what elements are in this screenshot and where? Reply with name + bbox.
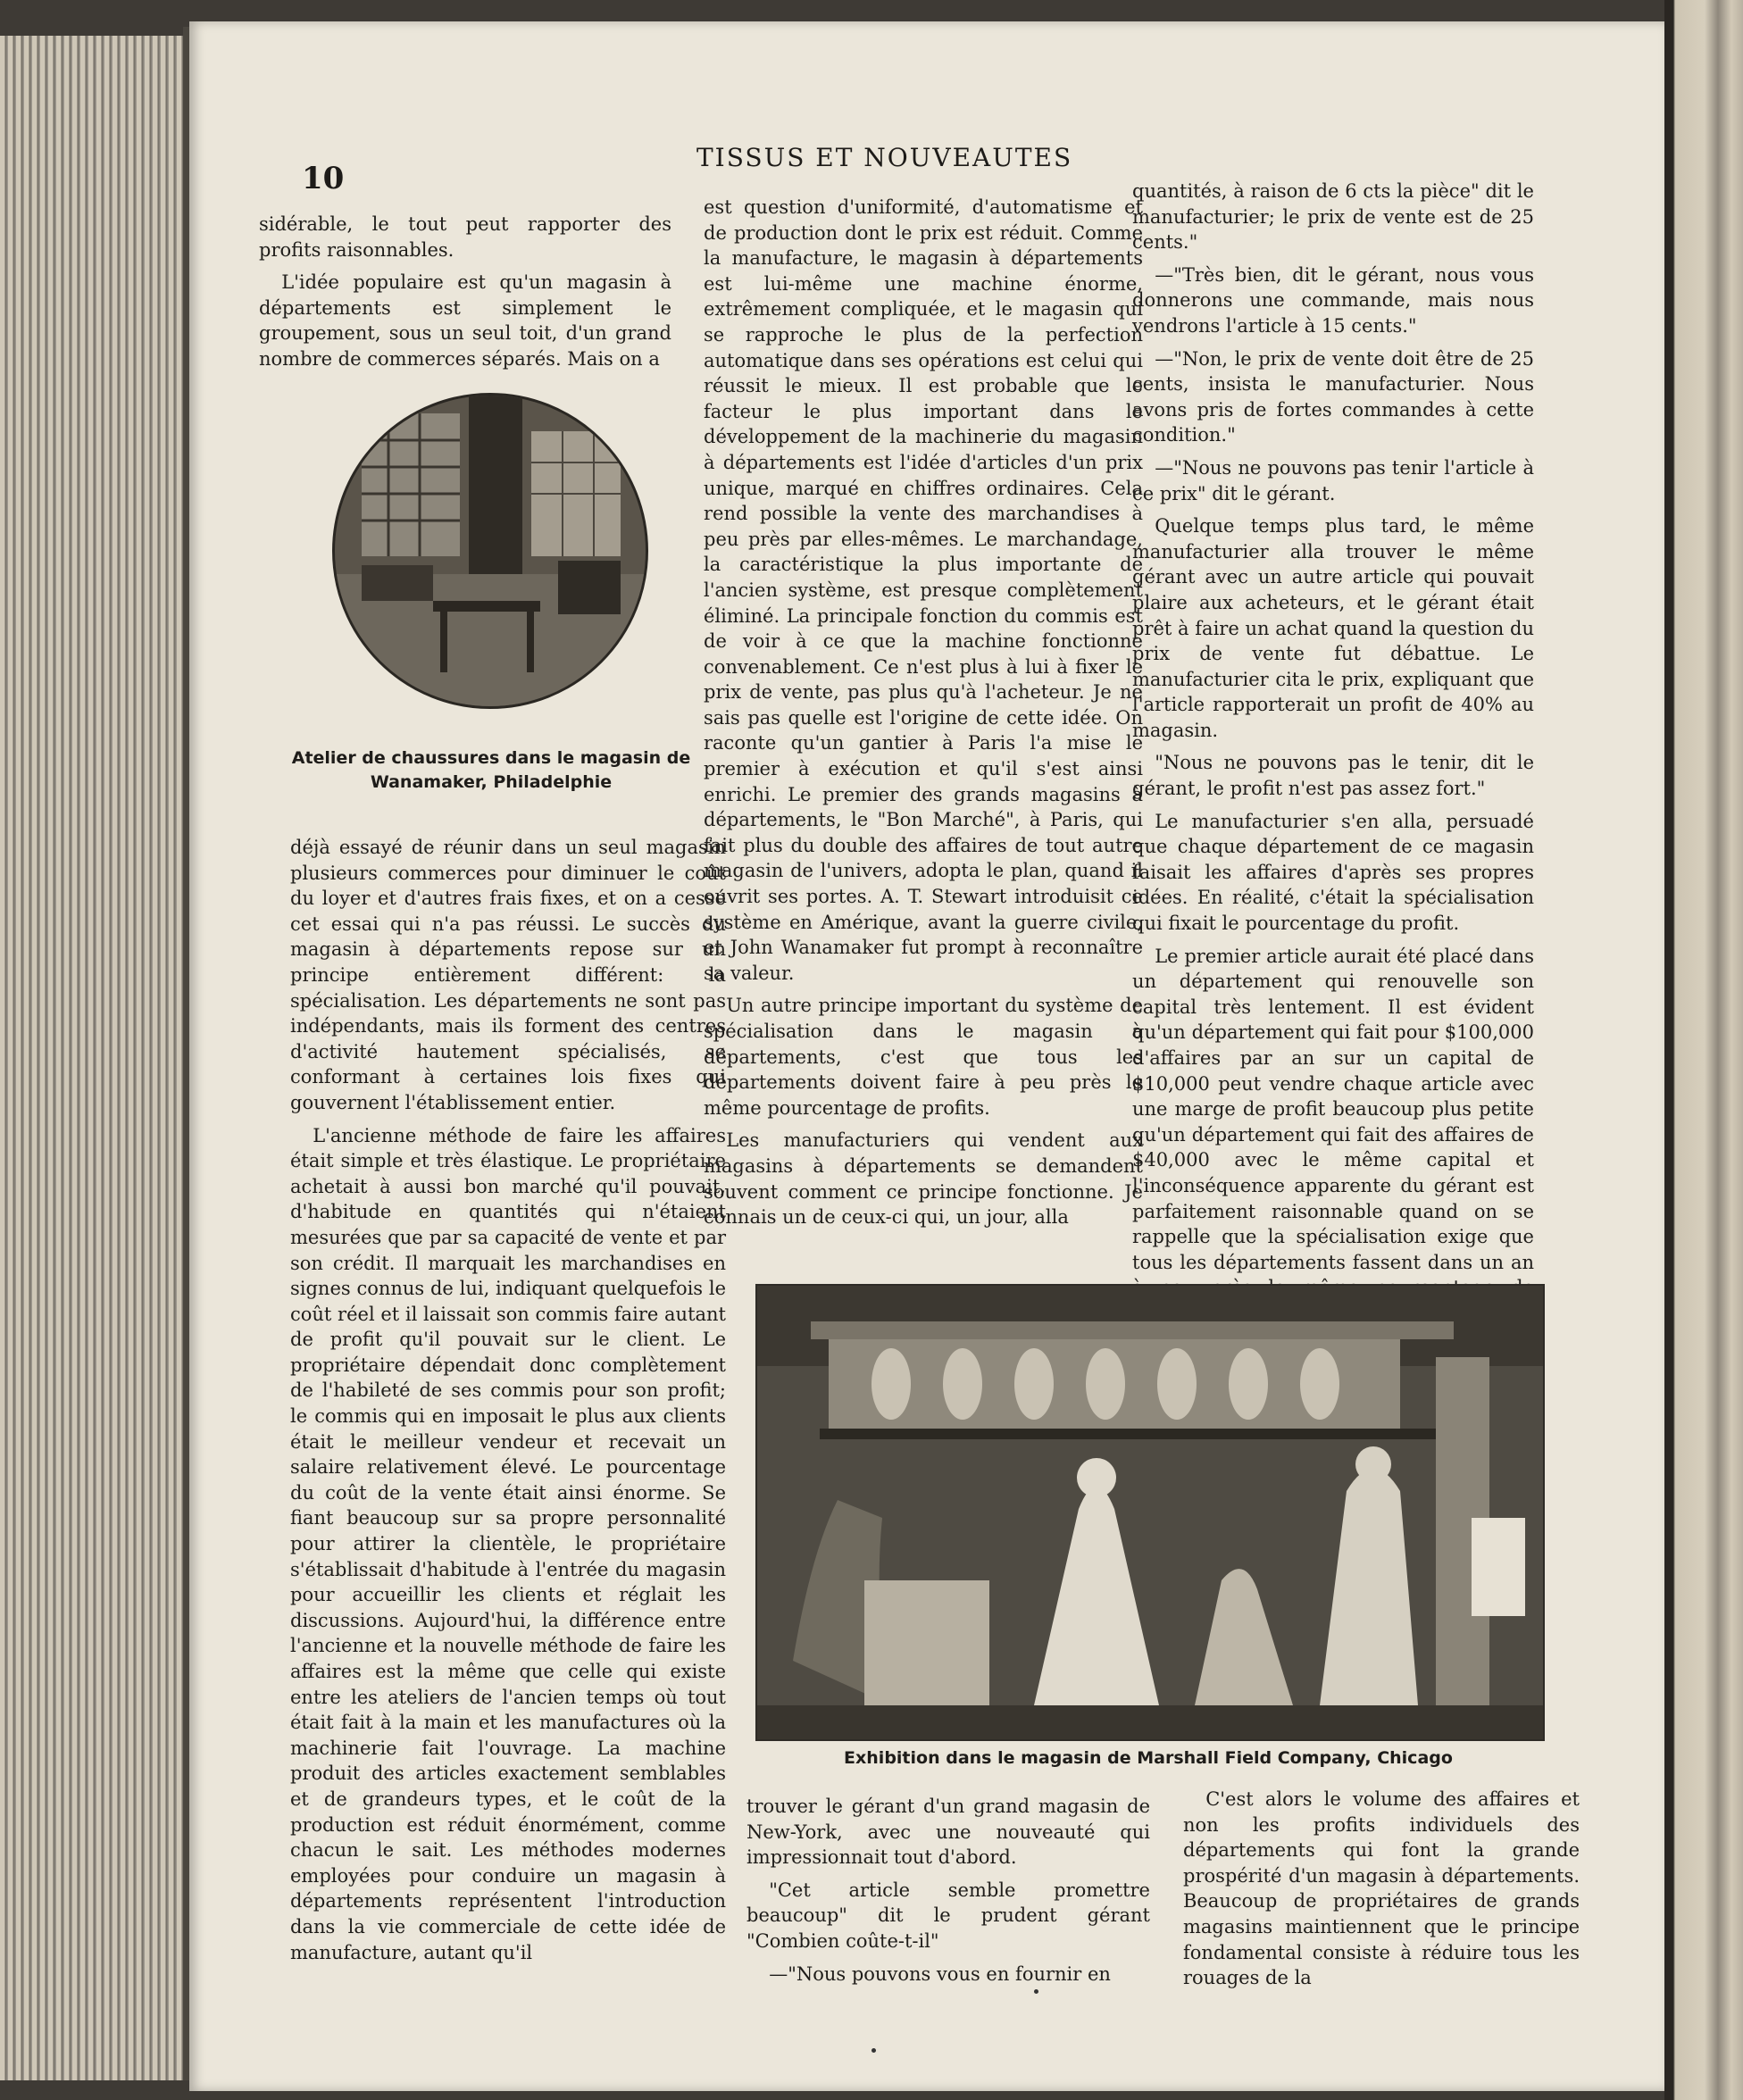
workshop-illustration <box>335 396 646 706</box>
round-photo-caption: Atelier de chaussures dans le magasin de Wanamaker, Philadelphie <box>291 748 691 792</box>
stacked-page-edges <box>0 36 192 2080</box>
book-binding-edge <box>1664 0 1743 2100</box>
column-1-bottom <box>290 835 726 1965</box>
column-2-bottom <box>746 1794 1150 1987</box>
ink-speck <box>872 2048 876 2053</box>
paragraph: "Cet article semble promettre beaucoup" dit le prudent gérant "Combien coûte-t-il" <box>746 1879 1150 1952</box>
paragraph: —"Très bien, dit le gérant, nous vous donnerons une commande, mais nous vendrons l'article à 15 cents." <box>1132 263 1534 337</box>
paragraph: —"Nous pouvons vous en fournir en <box>769 1962 1111 1985</box>
column-3-bottom <box>1183 1787 1580 1991</box>
page-number: 10 <box>302 161 345 196</box>
paragraph: Les manufacturiers qui vendent aux magasins à départements se demandent souvent comment ce principe fonctionne. Je connais un de ceux-ci qui, un jour, alla <box>704 1129 1143 1229</box>
running-title: TISSUS ET NOUVEAUTES <box>696 143 1073 172</box>
paragraph: quantités, à raison de 6 cts la pièce" dit le manufacturier; le prix de vente est de 25 cents." <box>1132 180 1534 254</box>
paragraph: trouver le gérant d'un grand magasin de New-York, avec une nouveauté qui impressionnait tout d'abord. <box>746 1796 1150 1869</box>
paragraph: Quelque temps plus tard, le même manufacturier alla trouver le même gérant avec un autre article qui pouvait plaire aux acheteurs, et le gérant était prêt à faire un achat quand la question du prix de vente fut débattue. Le manufacturier cita le prix, expliquant que l'article rapporterait un profit de 40% au magasin. <box>1132 515 1534 741</box>
paragraph: L'idée populaire est qu'un magasin à départements est simplement le groupement, sous un seul toit, d'un grand nombre de commerces séparés. Mais on a <box>259 271 671 370</box>
ink-speck <box>1034 1989 1038 1994</box>
exhibition-illustration <box>757 1286 1543 1739</box>
paragraph: L'ancienne méthode de faire les affaires était simple et très élastique. Le propriétaire achetait à aussi bon marché qu'il pouvait, d'habitude en quantités qui n'étaient mesurées que par sa capacité de vente et par son crédit. Il marquait les marchandises en signes connus de lui, indiquant quelquefois le coût réel et il laissait son commis faire autant de profit qu'il pouvait sur le client. Le propriétaire dépendait donc complètement de l'habileté de ses commis pour son profit; le commis qui en imposait le plus aux clients était le meilleur vendeur et recevait un salaire relativement élevé. Le pourcentage du coût de la vente était ainsi énorme. Se fiant beaucoup sur sa propre personnalité pour attirer la clientèle, le propriétaire s'établissait d'habitude à l'entrée du magasin pour accueillir les clients et réglait les discussions. Aujourd'hui, la différence entre l'ancienne et la nouvelle méthode de faire les affaires est la même que celle qui existe entre les ateliers de l'ancien temps où tout était fait à la main et les manufactures où la machinerie fait l'ouvrage. La machine produit des articles exactement semblables et de grandeurs types, et le coût de la production est réduit énormément, comme chacun le sait. Les méthodes modernes employées pour conduire un magasin à départements représentent l'introduction dans la vie commerciale de cette idée de manufacture, autant qu'il <box>290 1124 726 1963</box>
paragraph: Le premier article aurait été placé dans un département qui renouvelle son capital très lentement. Il est évident qu'un département qui fait pour $100,000 d'affaires par an sur un capital de $10,000 peut vendre chaque article avec une marge de profit beaucoup plus petite qu'un département qui fait des affaires de $40,000 avec le même capital et l'inconséquence apparente du gérant est parfaitement raisonnable quand on se rappelle que la spécialisation exige que tous les départements fassent dans un an <box>1132 945 1534 1273</box>
shoe-workshop-photo <box>332 393 648 709</box>
paragraph: —"Nous ne pouvons pas tenir l'article à ce prix" dit le gérant. <box>1132 456 1534 504</box>
paragraph: —"Non, le prix de vente doit être de 25 cents, insista le manufacturier. Nous avons pris de fortes commandes à cette condition." <box>1132 347 1534 446</box>
paragraph: C'est alors le volume des affaires et non les profits individuels des départements qui font la grande prospérité d'un magasin à départements. Beaucoup de propriétaires de grands magasins maintiennent que le principe fondamental consiste à réduire tous les rouages de la <box>1183 1788 1580 1989</box>
column-2 <box>704 195 1143 1230</box>
paragraph: Un autre principe important du système de spécialisation dans le magasin à départements, c'est que tous les départements doivent faire à peu près le même pourcentage de profits. <box>704 995 1143 1119</box>
paragraph: sidérable, le tout peut rapporter des profits raisonnables. <box>259 213 671 261</box>
paragraph: Le manufacturier s'en alla, persuadé que chaque département de ce magasin faisait les affaires d'après ses propres idées. En réalité, c'était la spécialisation qui fixait le pourcentage du profit. <box>1132 810 1534 935</box>
column-1-top <box>259 212 671 372</box>
rect-photo-caption: Exhibition dans le magasin de Marshall Field Company, Chicago <box>844 1748 1453 1768</box>
paragraph: est question d'uniformité, d'automatisme et de production dont le prix est réduit. Comme la manufacture, le magasin à départements est lui-même une machine énorme, extrêmement compliquée, et le magasin qui se rapproche le plus de la perfection automatique dans ses opérations est celui qui réussit le mieux. Il est probable que le facteur le plus important dans le développement de la machinerie du magasin à départements est l'idée d'articles d'un prix unique, marqué en chiffres ordinaires. Cela rend possible la vente des marchandises à peu près par elles-mêmes. Le marchandage, la caractéristique la plus importante de l'ancien système, est presque complètement éliminé. La principale fonction du commis est de voir à ce que la machine fonctionne convenablement. Ce n'est plus à lui à fixer le prix de vente, pas plus qu'à l'acheteur. Je ne sais pas quelle est l'origine de cette idée. On raconte qu'un gantier à Paris l'a mise le premier à exécution et qu'il s'est ainsi enrichi. Le premier des grands magasins à départements, le "Bon Marché", à Paris, qui fait plus du double des affaires de tout autre magasin de l'univers, adopta le plan, quand il ouvrit ses portes. A. T. Stewart introduisit ce système en Amérique, avant la guerre civile, et John Wanamaker fut prompt à reconnaître sa valeur. <box>704 196 1143 984</box>
store-exhibition-photo <box>755 1284 1545 1741</box>
paragraph: déjà essayé de réunir dans un seul magasin plusieurs commerces pour diminuer le coût du loyer et d'autres frais fixes, et on a cessé cet essai qui n'a pas réussi. Le succès du magasin à départements repose sur un principe entièrement différent: la spécialisation. Les départements ne sont pas indépendants, mais ils forment des centres d'activité hautement spécialisés, se conformant à certaines lois fixes qui gouvernent l'établissement entier. <box>290 837 726 1113</box>
column-3 <box>1132 179 1534 1327</box>
paragraph: "Nous ne pouvons pas le tenir, dit le gérant, le profit n'est pas assez fort." <box>1132 752 1534 800</box>
